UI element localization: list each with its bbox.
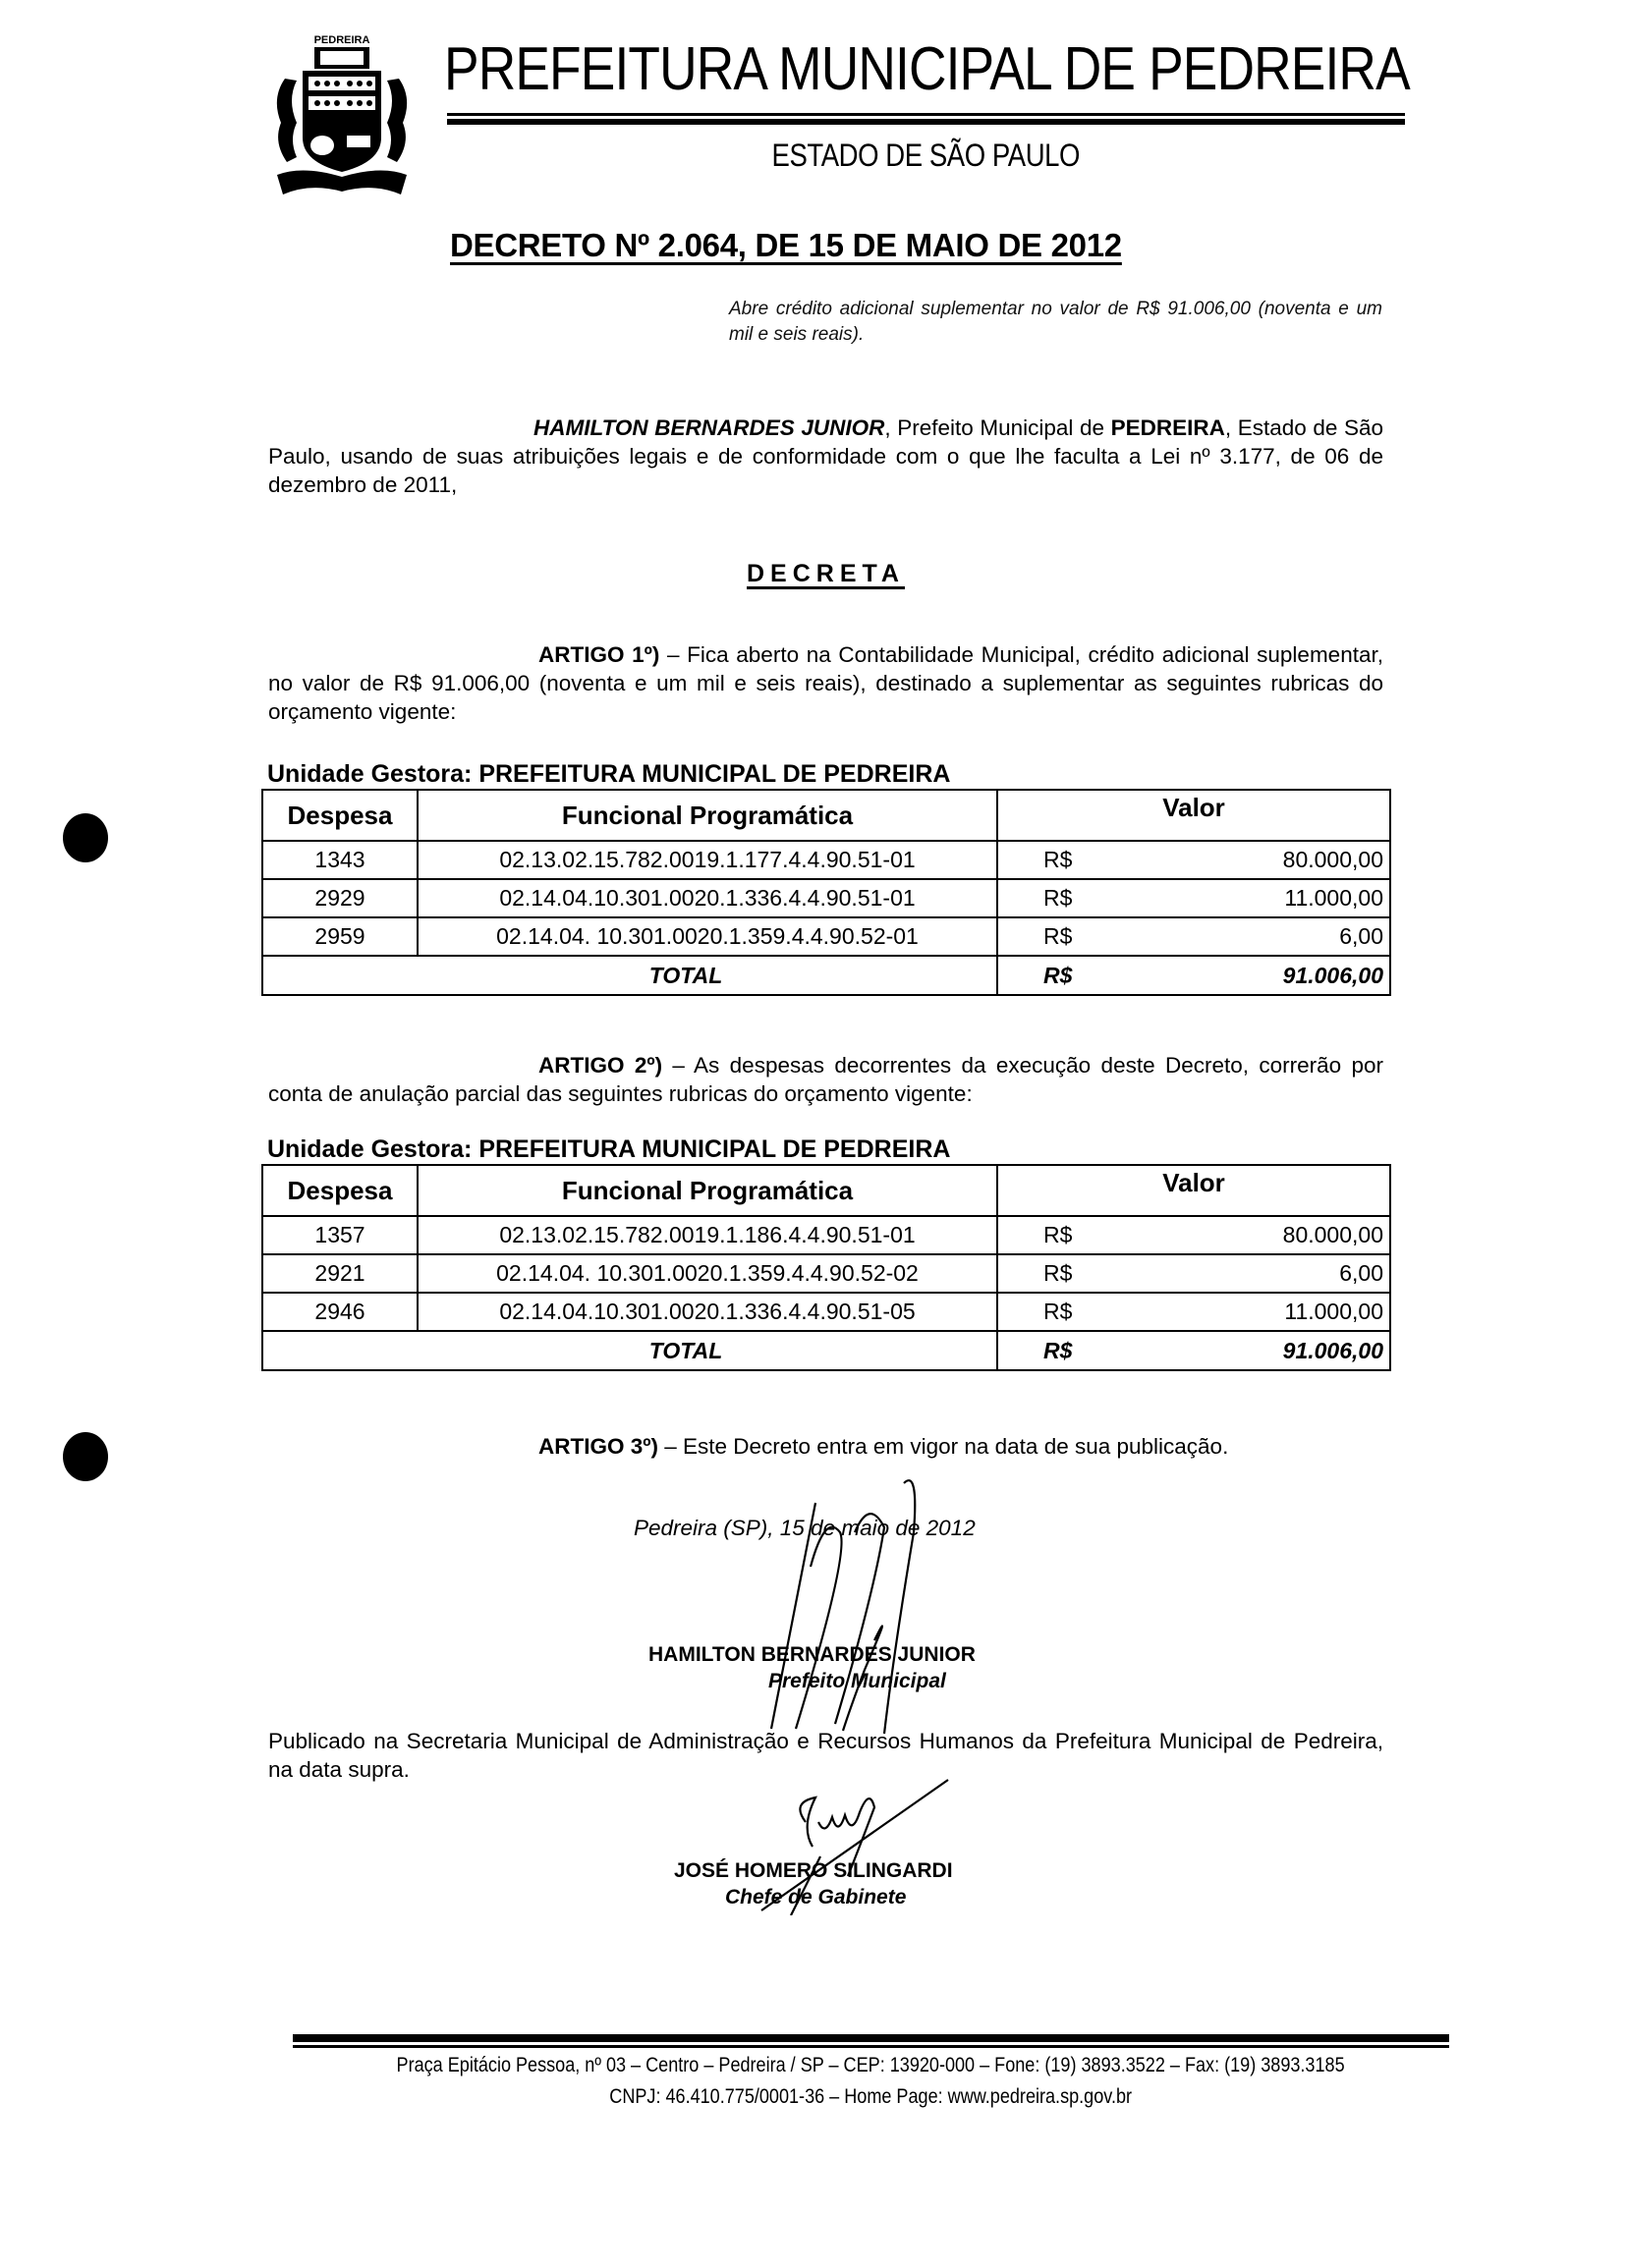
table-total-row: TOTAL R$ 91.006,00 xyxy=(262,1331,1390,1370)
mayor-signature-icon xyxy=(757,1473,992,1739)
header-state: ESTADO DE SÃO PAULO xyxy=(771,138,1081,173)
crest-label: PEDREIRA xyxy=(313,34,370,46)
footer-divider xyxy=(293,2034,1449,2048)
table-row: 1343 02.13.02.15.782.0019.1.177.4.4.90.51-01 R$ 80.000,00 xyxy=(262,841,1390,879)
mayor-name: HAMILTON BERNARDES JUNIOR xyxy=(533,415,885,440)
mayor-name-signature: HAMILTON BERNARDES JUNIOR xyxy=(648,1643,976,1666)
article-3: ARTIGO 3º) – Este Decreto entra em vigor na data de sua publicação. xyxy=(538,1434,1229,1459)
table-total-row: TOTAL R$ 91.006,00 xyxy=(262,956,1390,995)
col-valor: Valor xyxy=(997,1165,1390,1216)
table-supplement xyxy=(261,789,1391,996)
footer-contact: CNPJ: 46.410.775/0001-36 – Home Page: www.pedreira.sp.gov.br xyxy=(609,2085,1133,2108)
table-row: 2921 02.14.04. 10.301.0020.1.359.4.4.90.52-02 R$ 6,00 xyxy=(262,1254,1390,1293)
col-despesa: Despesa xyxy=(262,1165,418,1216)
footer-address: Praça Epitácio Pessoa, nº 03 – Centro – Pedreira / SP – CEP: 13920-000 – Fone: (19) 3893.3522 – Fax: (19) 3893.3185 xyxy=(396,2054,1346,2076)
table-row: 2946 02.14.04.10.301.0020.1.336.4.4.90.51-05 R$ 11.000,00 xyxy=(262,1293,1390,1331)
decree-title: DECRETO Nº 2.064, DE 15 DE MAIO DE 2012 xyxy=(450,227,1122,263)
punch-hole-bottom xyxy=(63,1432,108,1481)
col-valor: Valor xyxy=(997,790,1390,841)
municipal-crest-icon xyxy=(263,29,421,196)
table2-unit-label: Unidade Gestora: PREFEITURA MUNICIPAL DE PEDREIRA xyxy=(267,1135,951,1163)
decree-ementa: Abre crédito adicional suplementar no valor de R$ 91.006,00 (noventa e um mil e seis reais). xyxy=(729,299,1382,345)
mayor-role: Prefeito Municipal xyxy=(768,1670,946,1692)
chief-name-signature: JOSÉ HOMERO SILINGARDI xyxy=(674,1859,953,1882)
place-date: Pedreira (SP), 15 de maio de 2012 xyxy=(634,1516,976,1540)
article-2: ARTIGO 2º) – As despesas decorrentes da execução deste Decreto, correrão por conta de anulação parcial das seguintes rubricas do orçamento vigente: xyxy=(268,1053,1383,1106)
table-row: 2959 02.14.04. 10.301.0020.1.359.4.4.90.52-01 R$ 6,00 xyxy=(262,917,1390,956)
preamble-paragraph: HAMILTON BERNARDES JUNIOR, Prefeito Municipal de PEDREIRA, Estado de São Paulo, usando de suas atribuições legais e de conformidade com o que lhe faculta a Lei nº 3.177, de 06 de dezembro de 2011, xyxy=(268,415,1383,497)
table-annulment xyxy=(261,1164,1391,1371)
col-funcional: Funcional Programática xyxy=(418,1165,997,1216)
header-title: PREFEITURA MUNICIPAL DE PEDREIRA xyxy=(444,35,1410,103)
article-1: ARTIGO 1º) – Fica aberto na Contabilidade Municipal, crédito adicional suplementar, no valor de R$ 91.006,00 (noventa e um mil e seis reais), destinado a suplementar as seguintes rubricas do orçamento vigente: xyxy=(268,642,1383,724)
punch-hole-top xyxy=(63,813,108,862)
table1-unit-label: Unidade Gestora: PREFEITURA MUNICIPAL DE PEDREIRA xyxy=(267,760,951,788)
chief-role: Chefe de Gabinete xyxy=(725,1886,907,1908)
decreta-heading: DECRETA xyxy=(747,560,905,587)
col-funcional: Funcional Programática xyxy=(418,790,997,841)
publication-note: Publicado na Secretaria Municipal de Administração e Recursos Humanos da Prefeitura Municipal de Pedreira, na data supra. xyxy=(268,1729,1383,1782)
table-row: 1357 02.13.02.15.782.0019.1.186.4.4.90.51-01 R$ 80.000,00 xyxy=(262,1216,1390,1254)
table-row: 2929 02.14.04.10.301.0020.1.336.4.4.90.51-01 R$ 11.000,00 xyxy=(262,879,1390,917)
col-despesa: Despesa xyxy=(262,790,418,841)
header-divider xyxy=(447,113,1405,124)
